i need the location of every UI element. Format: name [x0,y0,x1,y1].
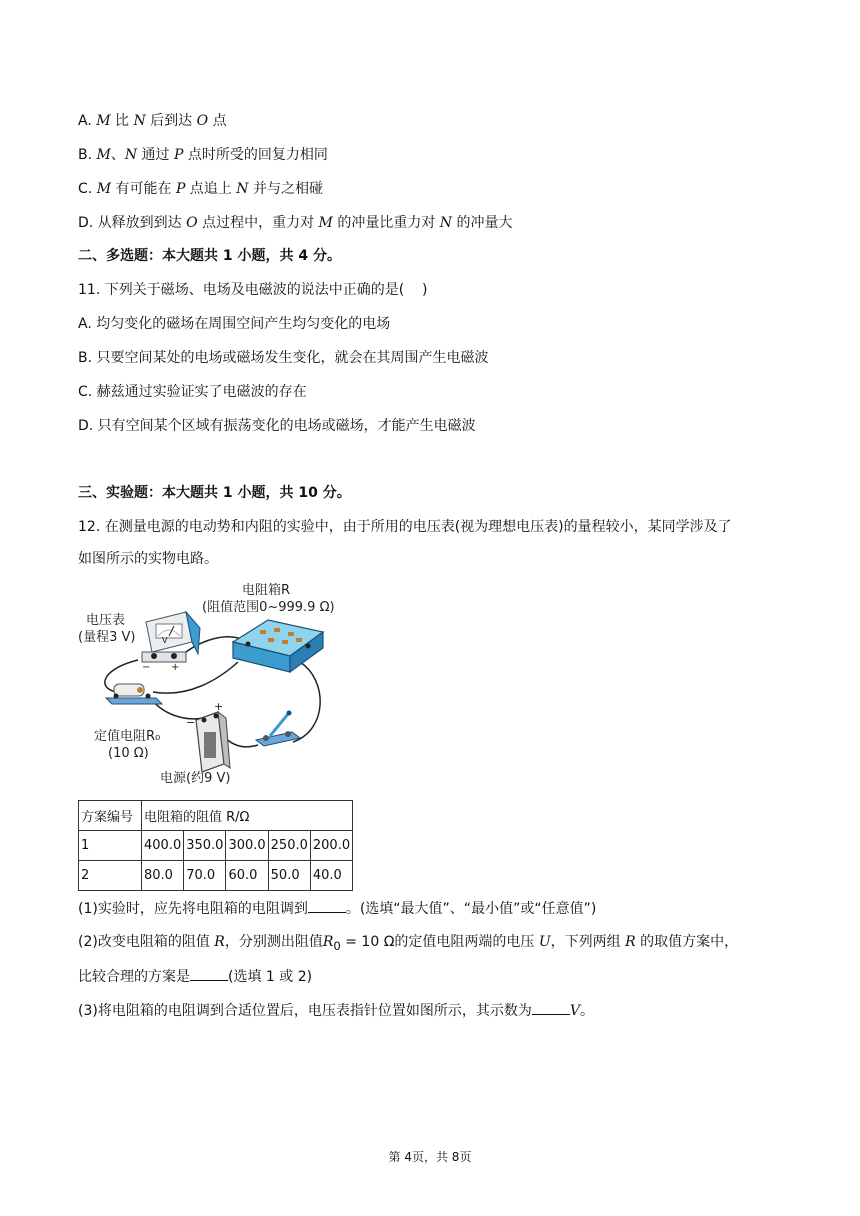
option-a: A. M 比 N 后到达 O 点 [78,113,227,129]
sub-question-3: (3)将电阻箱的电阻调到合适位置后，电压表指针位置如图所示，其示数为 V。 [78,1000,594,1021]
table-header-row [79,801,353,831]
circuit-figure [78,580,348,792]
q11-option-b: B. 只要空间某处的电场或磁场发生变化，就会在其周围产生电磁波 [78,350,489,366]
q11-option-a: A. 均匀变化的磁场在周围空间产生均匀变化的电场 [78,316,391,332]
resistance-box-range: (阻值范围0~999.9 Ω) [202,600,335,615]
option-c: C. M 有可能在 P 点追上 N 并与之相碰 [78,181,323,197]
answer-blank [190,966,228,981]
voltmeter-plus: + [171,662,180,673]
table-cell: 350.0 [184,831,226,861]
q11-option-d: D. 只有空间某个区域有振荡变化的电场或磁场，才能产生电磁波 [78,418,476,434]
table-cell: 40.0 [310,861,352,891]
table-cell: 60.0 [226,861,268,891]
option-d: D. 从释放到到达 O 点过程中，重力对 M 的冲量比重力对 N 的冲量大 [78,215,513,231]
sub-question-2-cont: 比较合理的方案是 (选填 1 或 2) [78,966,312,987]
fixed-resistor [106,684,162,704]
sub-question-1: (1)实验时，应先将电阻箱的电阻调到 。(选填“最大值”、“最小值”或“任意值”) [78,898,596,919]
voltmeter-range: (量程3 V) [78,630,136,645]
voltmeter-face-label: V [162,636,168,645]
answer-blank [532,1000,570,1015]
table-header-cell: 电阻箱的阻值 R/Ω [142,801,353,831]
table-cell: 80.0 [142,861,184,891]
battery-label: 电源(约9 V) [160,771,231,786]
table-cell: 400.0 [142,831,184,861]
table-cell: 250.0 [268,831,310,861]
table-cell: 70.0 [184,861,226,891]
question-12-stem-cont: 如图所示的实物电路。 [78,551,218,567]
resistance-box [233,620,323,672]
battery-plus: + [214,700,224,713]
battery [186,700,230,772]
table-row [79,831,353,861]
voltmeter-label: 电压表 [86,613,126,628]
scheme-table [78,800,353,891]
sub-question-2: (2)改变电阻箱的阻值 R，分别测出阻值$R_0 = 10$ Ω的定值电阻两端的电压 U，下列两组 R 的取值方案中， [78,934,739,953]
answer-blank [308,898,346,913]
resistor-value: (10 Ω) [108,746,149,761]
resistor-label: 定值电阻R₀ [94,729,161,744]
table-header-cell: 方案编号 [79,801,142,831]
table-row [79,861,353,891]
table-cell: 300.0 [226,831,268,861]
table-cell: 2 [79,861,142,891]
battery-minus: − [186,716,196,729]
table-cell: 200.0 [310,831,352,861]
voltmeter [142,612,200,673]
table-cell: 50.0 [268,861,310,891]
resistance-box-label: 电阻箱R [242,583,291,598]
section-heading-multiple-choice: 二、多选题：本大题共 1 小题，共 4 分。 [78,248,341,264]
question-11-stem: 11. 下列关于磁场、电场及电磁波的说法中正确的是( ) [78,282,428,298]
q11-option-c: C. 赫兹通过实验证实了电磁波的存在 [78,384,307,400]
knife-switch [256,711,300,747]
option-b: B. M、N 通过 P 点时所受的回复力相同 [78,147,328,163]
section-heading-experiment: 三、实验题：本大题共 1 小题，共 10 分。 [78,485,351,501]
table-cell: 1 [79,831,142,861]
page-footer: 第 4页，共 8页 [388,1150,472,1164]
voltmeter-minus: − [142,662,151,673]
question-12-stem: 12. 在测量电源的电动势和内阻的实验中，由于所用的电压表(视为理想电压表)的量程较小，某同学涉及了 [78,519,732,535]
